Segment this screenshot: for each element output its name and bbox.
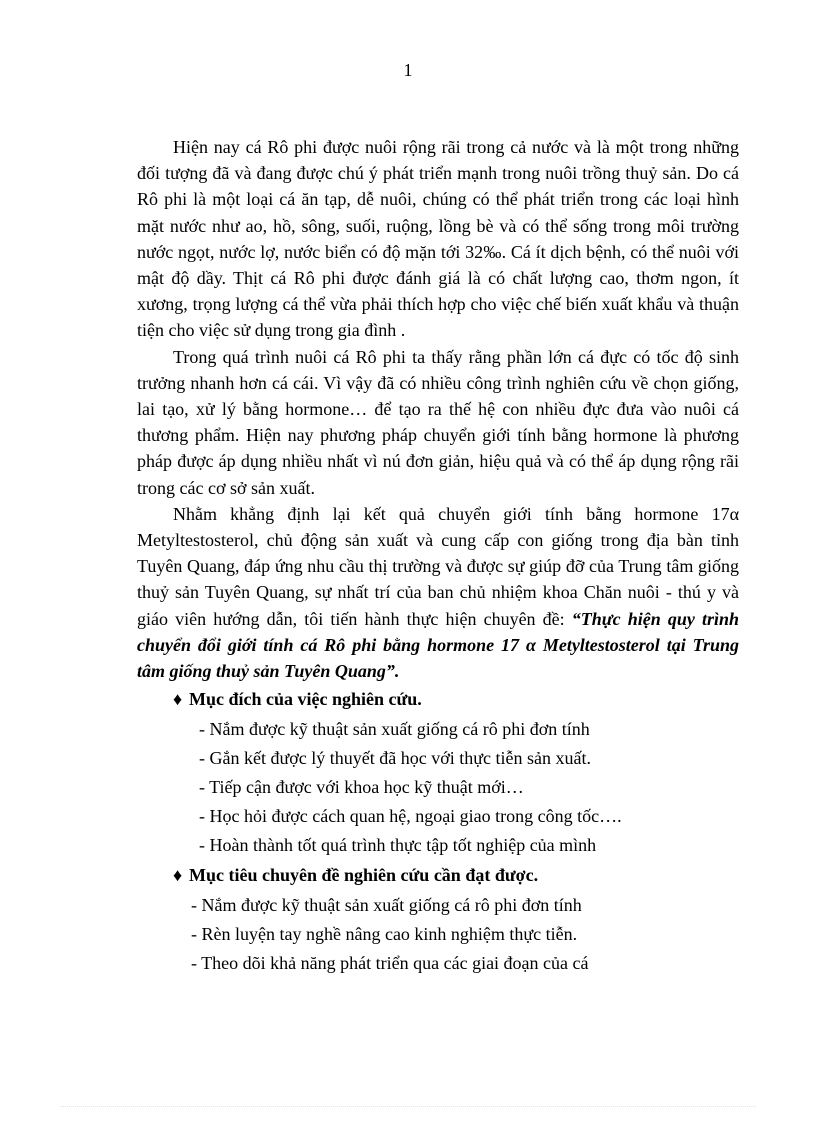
list-item: - Rèn luyện tay nghề nâng cao kinh nghiệm thực tiễn. bbox=[191, 923, 578, 944]
list-item: - Tiếp cận được với khoa học kỹ thuật mới… bbox=[199, 777, 524, 798]
page-number: 1 bbox=[403, 60, 413, 80]
list-item: - Hoàn thành tốt quá trình thực tập tốt nghiệp của mình bbox=[199, 835, 597, 856]
list-item: - Học hỏi được cách quan hệ, ngoại giao trong công tốc…. bbox=[199, 806, 622, 827]
list-item: - Nắm được kỹ thuật sản xuất giống cá rô phi đơn tính bbox=[199, 719, 590, 740]
document-body bbox=[137, 134, 739, 978]
paragraph-intro: Hiện nay cá Rô phi được nuôi rộng rãi trong cả nước và là một trong những đối tượng đã và đang được chú ý phát triển mạnh trong nuôi trồng thuỷ sản. Do cá Rô phi là một loại cá ăn tạp, dễ nuôi, chúng có thể phát triển trong các loại hình mặt nước như ao, hồ, sông, suối, ruộng, lồng bè và có thể sống trong môi trường nước ngọt, nước lợ, nước biển có độ mặn tới 32‰. Cá ít dịch bệnh, có thể nuôi với mật độ dầy. Thịt cá Rô phi được đánh giá là có chất lượng cao, thơm ngon, ít xương, trọng lượng cá thể vừa phải thích hợp cho việc chế biến xuất khẩu và thuận tiện cho việc sử dụng trong gia đình . bbox=[137, 137, 739, 341]
thesis-title: “Thực hiện quy trình chuyển đổi giới tính cá Rô phi bằng hormone 17 α Metyltestosterol tại Trung tâm giống thuỷ sản Tuyên Quang”. bbox=[137, 608, 739, 682]
goals-list bbox=[137, 891, 739, 978]
diamond-bullet-icon: ♦ bbox=[173, 865, 183, 886]
section-heading-objectives bbox=[137, 686, 739, 712]
section-heading-goals bbox=[137, 862, 739, 888]
list-item: - Gắn kết được lý thuyết đã học với thực tiễn sản xuất. bbox=[199, 748, 591, 769]
page-bottom-divider bbox=[60, 1106, 756, 1107]
section-heading-text: Mục tiêu chuyên đề nghiên cứu cần đạt được. bbox=[189, 865, 539, 886]
paragraph-purpose bbox=[137, 501, 739, 684]
diamond-bullet-icon: ♦ bbox=[173, 689, 183, 710]
list-item: - Theo dõi khả năng phát triển qua các giai đoạn của cá bbox=[191, 952, 589, 973]
list-item: - Nắm được kỹ thuật sản xuất giống cá rô phi đơn tính bbox=[191, 894, 582, 915]
paragraph-growth: Trong quá trình nuôi cá Rô phi ta thấy rằng phần lớn cá đực có tốc độ sinh trưởng nhanh hơn cá cái. Vì vậy đã có nhiều công trình nghiên cứu về chọn giống, lai tạo, xử lý bằng hormone… để tạo ra thế hệ con nhiều đực đưa vào nuôi cá thương phẩm. Hiện nay phương pháp chuyển giới tính bằng hormone là phương pháp được áp dụng nhiều nhất vì nú đơn giản, hiệu quả và có thể áp dụng rộng rãi trong các cơ sở sản xuất. bbox=[137, 346, 739, 498]
paragraph-purpose-text: Nhằm khẳng định lại kết quả chuyển giới tính bằng hormone 17α Metyltestosterol, chủ động sản xuất và cung cấp con giống trong địa bàn tỉnh Tuyên Quang, đáp ứng nhu cầu thị trường và được sự giúp đỡ của Trung tâm giống thuỷ sản Tuyên Quang, sự nhất trí của ban chủ nhiệm khoa Chăn nuôi - thú y và giáo viên hướng dẫn, tôi tiến hành thực hiện chuyên đề: bbox=[137, 503, 739, 629]
section-heading-text: Mục đích của việc nghiên cứu. bbox=[189, 689, 422, 710]
objectives-list bbox=[137, 715, 739, 860]
